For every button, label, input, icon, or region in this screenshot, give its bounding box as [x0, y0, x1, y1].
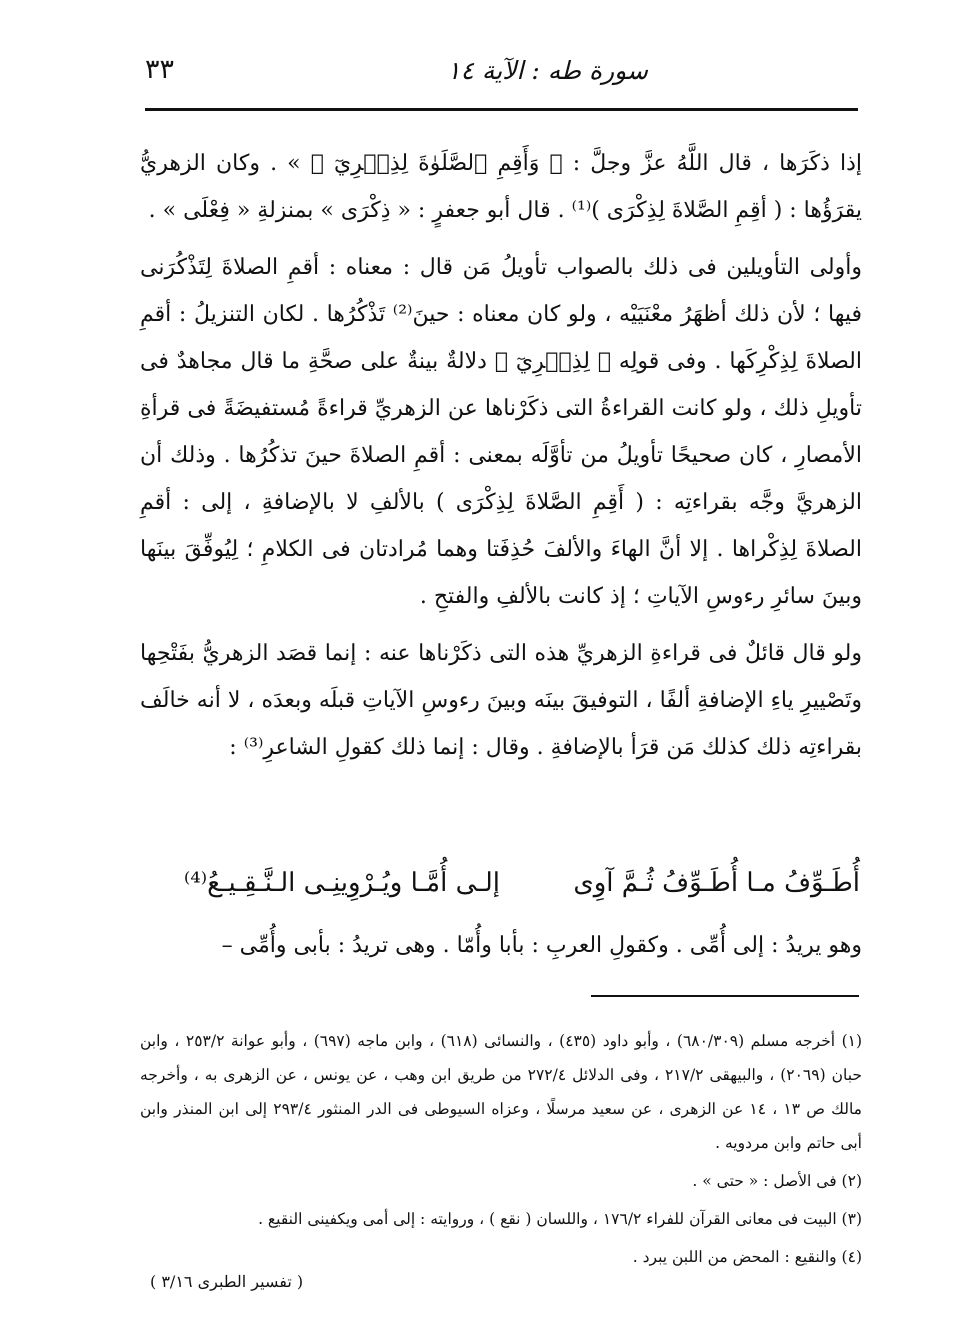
- footnote-4: (٤) والنقيع : المحض من اللبن يبرد .: [632, 1248, 862, 1266]
- footnote-2: (٢) فى الأصل : « حتى » .: [692, 1172, 862, 1190]
- running-title: سورة طه : الآية ١٤: [447, 56, 648, 85]
- verse-hemistich-first: أُطَـوِّفُ مـا أُطَـوِّفُ ثُـمَّ آوِى: [573, 868, 860, 898]
- footnote-rule: [591, 995, 859, 997]
- poetry-verse: [150, 868, 860, 918]
- header-rule: [145, 108, 858, 111]
- footnote-1: (١) أخرجه مسلم (٦٨٠/٣٠٩) ، وأبو داود (٤٣٥) ، والنسائى (٦١٨) ، وابن ماجه (٦٩٧) ، وأبو عوانة ٢٥٣/٢ ، وابن حبان (٢٠٦٩) ، والبيهقى ٢١٧/٢ ، وفى الدلائل ٢٧٢/٤ من طريق ابن وهب ، عن يونس ، عن الزهرى به ، وأخرجه مالك ص ١٣ ، ١٤ عن الزهرى ، عن سعيد مرسلًا ، وعزاه السيوطى فى الدر المنثور ٢٩٣/٤ إلى ابن المنذر وابن أبى حاتم وابن مردويه .: [140, 1032, 863, 1152]
- verse-hemistich-second: إلـى أُمَّـا ويُـرْوِينِـى الـنَّـقِـيـعُ⁽⁴⁾: [183, 868, 500, 898]
- paragraph-after-verse: وهو يريدُ : إلى أُمِّى . وكقولِ العربِ : بأبا وأُمّا . وهى تريدُ : بأبى وأُمِّى –: [221, 933, 862, 958]
- page-number: ٣٣: [145, 54, 175, 85]
- main-text: [140, 140, 862, 771]
- page-header: [145, 50, 858, 102]
- paragraph-1: إذا ذكَرَها ، قال اللَّهُ عزَّ وجلَّ : ﴿ وَأَقِمِ ٱلصَّلَوٰةَ لِذِكۡرِيٓ ﴾ » . وكان الزهريُّ يقرَؤُها : ( أقِمِ الصَّلاةَ لِذِكْرَى )⁽¹⁾ . قال أبو جعفرٍ : « ذِكْرَى » بمنزلةِ « فِعْلَى » .: [140, 151, 862, 223]
- volume-signature: ( تفسير الطبرى ٣/١٦ ): [150, 1272, 304, 1291]
- paragraph-2: وأولى التأويلين فى ذلك بالصواب تأويلُ مَن قال : معناه : أقمِ الصلاةَ لِتَذْكُرَنى فيها ؛ لأن ذلك أظهَرُ معْنَيَيْه ، ولو كان معناه : حينَ⁽²⁾ تَذْكُرُها . لكان التنزيلُ : أقمِ الصلاةَ لِذِكْرِكَها . وفى قولِه ﴿ لِذِكۡرِيٓ ﴾ دلالةٌ بينةٌ على صحَّةِ ما قال مجاهدٌ فى تأويلِ ذلك ، ولو كانت القراءةُ التى ذكَرْناها عن الزهريِّ قراءةً مُستفيضَةً فى قرأةِ الأمصارِ ، كان صحيحًا تأويلُ من تأوَّلَه بمعنى : أقمِ الصلاةَ حينَ تذكُرُها . وذلك أن الزهريَّ وجَّه بقراءتِه : ( أَقِمِ الصَّلاةَ لِذِكْرَى ) بالألفِ لا بالإضافةِ ، إلى : أقمِ الصلاةَ لِذِكْراها . إلا أنَّ الهاءَ والألفَ حُذِفَتا وهما مُرادتان فى الكلامِ ؛ لِيُوفِّقَ بينَها وبينَ سائرِ رءوسِ الآياتِ ؛ إذ كانت بالألفِ والفتحِ .: [140, 255, 862, 609]
- paragraph-3: ولو قال قائلٌ فى قراءةِ الزهريِّ هذه التى ذكَرْناها عنه : إنما قصَد الزهريُّ بفَتْحِها وتَصْييرِ ياءِ الإضافةِ ألفًا ، التوفيقَ بينَه وبينَ رءوسِ الآياتِ قبلَه وبعدَه ، لا أنه خالَف بقراءتِه ذلك كذلك مَن قرَأ بالإضافةِ . وقال : إنما ذلك كقولِ الشاعرِ⁽³⁾ :: [140, 641, 862, 760]
- footnotes: [140, 1024, 862, 1274]
- footnote-3: (٣) البيت فى معانى القرآن للفراء ١٧٦/٢ ، واللسان ( نقع ) ، وروايته : إلى أمى ويكفينى النقيع .: [258, 1210, 862, 1228]
